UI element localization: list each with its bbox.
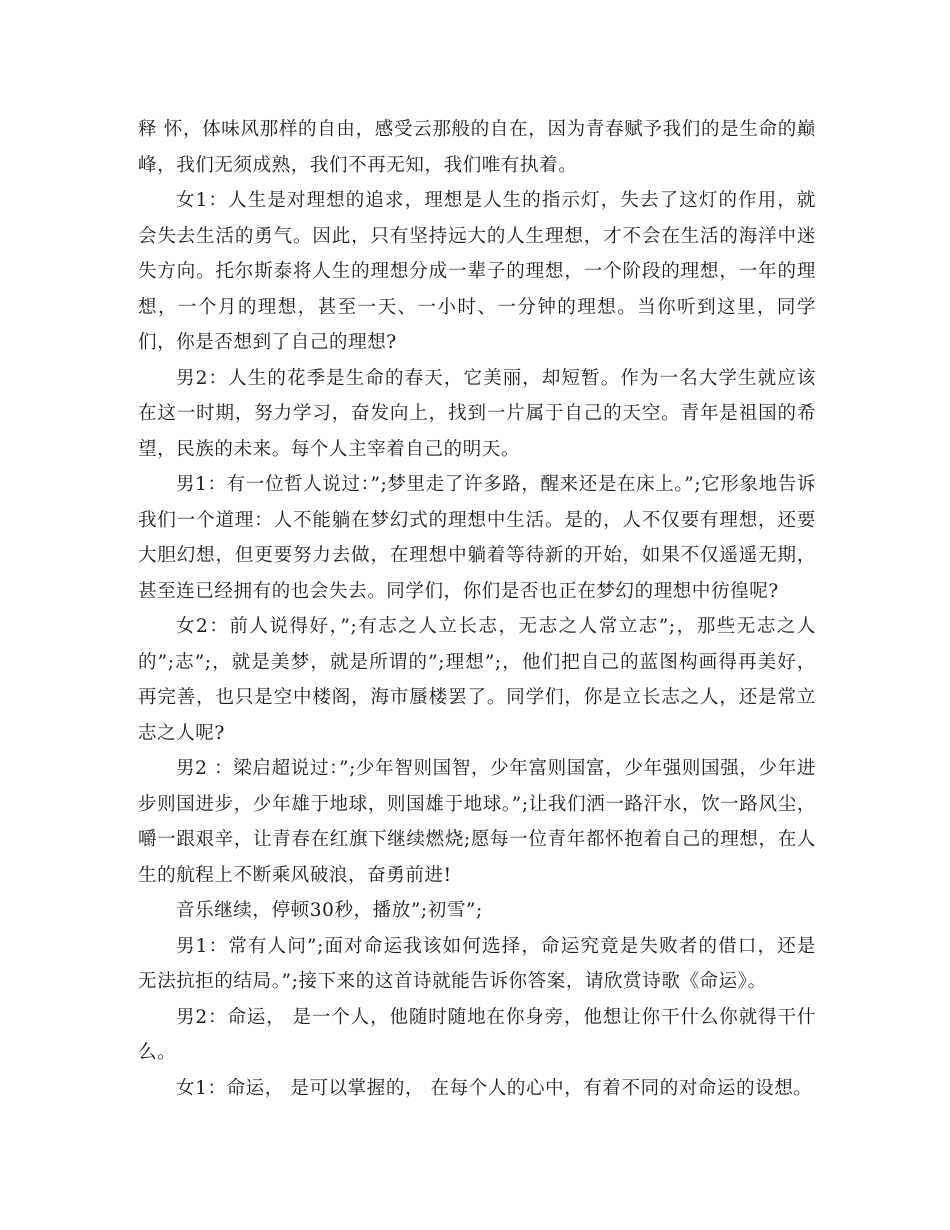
paragraph-music-cue: 音乐继续，停顿30秒，播放”;初雪”; [176, 900, 483, 921]
paragraph-continuation: 释 怀，体味风那样的自由，感受云那般的自在，因为青春赋予我们的是生命的巅峰，我们无须成熟，我们不再无知，我们唯有执着。 [138, 119, 816, 176]
paragraph-female2-ambition: 女2：前人说得好，”;有志之人立长志，无志之人常立志”;，那些无志之人的”;志”;，就是美梦，就是所谓的”;理想”;，他们把自己的蓝图构画得再美好，再完善，也只是空中楼阁，海市蜃楼罢了。同学们，你是立长志之人，还是常立志之人呢? [138, 616, 816, 744]
document-body [138, 112, 816, 1106]
paragraph-male2-fate: 男2：命运， 是一个人，他随时随地在你身旁，他想让你干什么你就得干什么。 [138, 1006, 816, 1063]
paragraph-male2-youth: 男2：人生的花季是生命的春天，它美丽，却短暂。作为一名大学生就应该在这一时期，努力学习，奋发向上，找到一片属于自己的天空。青年是祖国的希望，民族的未来。每个人主宰着自己的明天。 [138, 367, 816, 460]
paragraph-male1-fate-question: 男1：常有人问”;面对命运我该如何选择，命运究竟是失败者的借口，还是无法抗拒的结局。”;接下来的这首诗就能告诉你答案，请欣赏诗歌《命运》。 [138, 935, 816, 992]
paragraph-female1-fate: 女1：命运， 是可以掌握的， 在每个人的心中，有着不同的对命运的设想。 [176, 1077, 813, 1099]
paragraph-female1-ideals: 女1：人生是对理想的追求，理想是人生的指示灯，失去了这灯的作用，就会失去生活的勇气。因此，只有坚持远大的人生理想，才不会在生活的海洋中迷失方向。托尔斯泰将人生的理想分成一辈子的理想，一个阶段的理想，一年的理想，一个月的理想，甚至一天、一小时、一分钟的理想。当你听到这里，同学们，你是否想到了自己的理想? [138, 190, 816, 353]
paragraph-male2-liang-qichao: 男2 ：梁启超说过：”;少年智则国智，少年富则国富，少年强则国强，少年进步则国进步，少年雄于地球，则国雄于地球。”;让我们洒一路汗水，饮一路风尘，嚼一跟艰辛，让青春在红旗下继续燃烧;愿每一位青年都怀抱着自己的理想，在人生的航程上不断乘风破浪，奋勇前进! [138, 758, 816, 886]
paragraph-male1-dreams: 男1：有一位哲人说过：”;梦里走了许多路，醒来还是在床上。”;它形象地告诉我们一个道理：人不能躺在梦幻式的理想中生活。是的，人不仅要有理想，还要大胆幻想，但更要努力去做，在理想中躺着等待新的开始，如果不仅遥遥无期，甚至连已经拥有的也会失去。同学们，你们是否也正在梦幻的理想中彷徨呢? [138, 474, 816, 602]
